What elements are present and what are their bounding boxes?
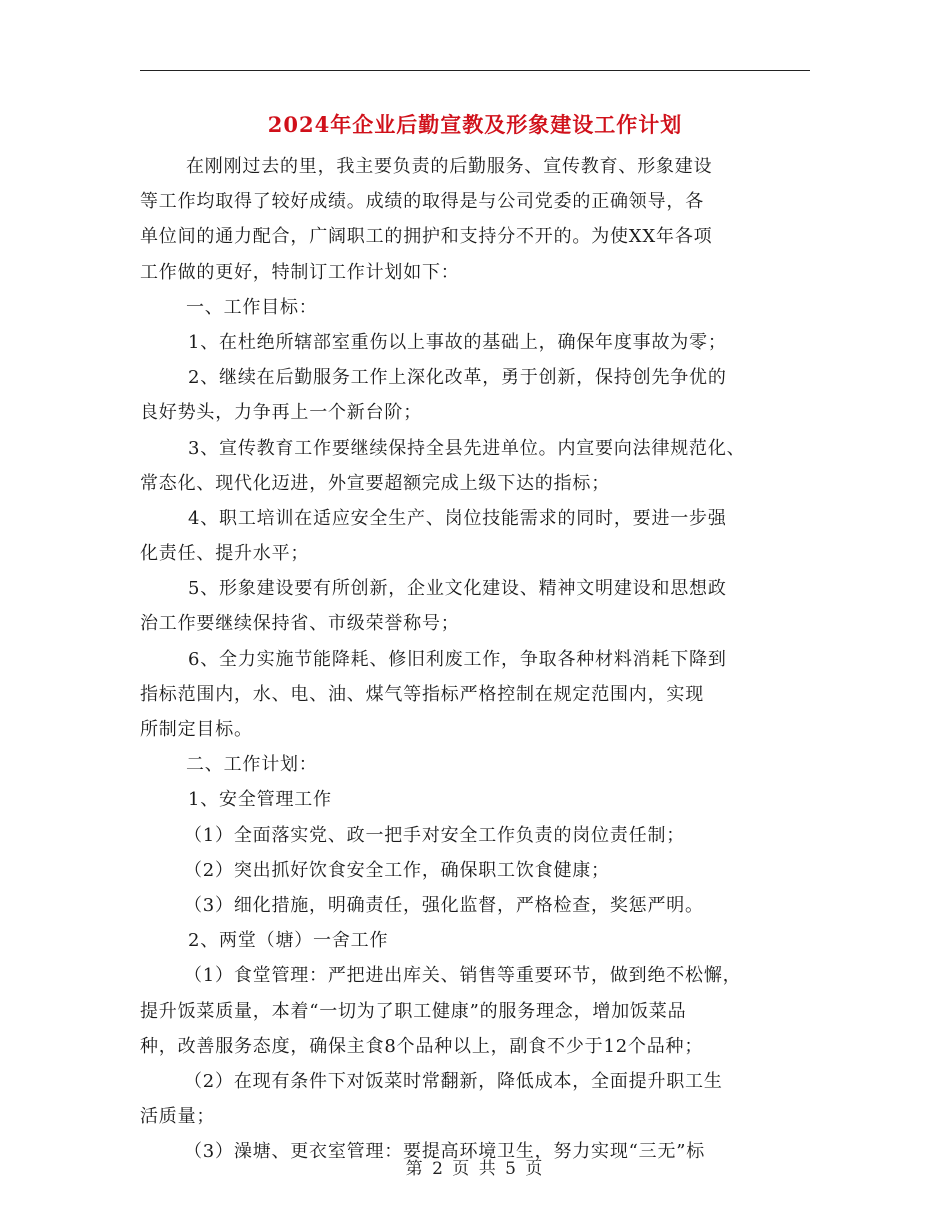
subsection-heading: 1、安全管理工作 <box>188 789 332 811</box>
document-title: 2024年企业后勤宣教及形象建设工作计划 <box>267 112 683 137</box>
list-item-line: 3、宣传教育工作要继续保持全县先进单位。内宣要向法律规范化、 <box>188 437 746 459</box>
list-item-line: 1、在杜绝所辖部室重伤以上事故的基础上，确保年度事故为零； <box>188 331 727 353</box>
list-item-line: 2、继续在后勤服务工作上深化改革，勇于创新，保持创先争优的 <box>188 367 727 389</box>
list-item-line: 4、职工培训在适应安全生产、岗位技能需求的同时，要进一步强 <box>188 507 727 529</box>
list-item-line: 良好势头，力争再上一个新台阶； <box>140 402 422 424</box>
list-item-line: （2）在现有条件下对饭菜时常翻新，降低成本，全面提升职工生 <box>184 1070 723 1092</box>
list-item-line: 常态化、现代化迈进，外宣要超额完成上级下达的指标； <box>140 472 610 494</box>
header-rule <box>140 70 810 71</box>
list-item-line: 5、形象建设要有所创新，企业文化建设、精神文明建设和思想政 <box>188 578 727 600</box>
subsection-heading: 2、两堂（塘）一舍工作 <box>188 930 389 952</box>
list-item-line: 指标范围内，水、电、油、煤气等指标严格控制在规定范围内，实现 <box>140 683 704 705</box>
list-item-line: （3）细化措施，明确责任，强化监督，严格检查，奖惩严明。 <box>184 894 704 916</box>
list-item-line: 所制定目标。 <box>140 719 253 740</box>
section-heading: 一、工作目标： <box>186 296 318 318</box>
page-number: 第 2 页 共 5 页 <box>405 1159 545 1179</box>
section-heading: 二、工作计划： <box>186 754 318 776</box>
list-item-line: （2）突出抓好饮食安全工作，确保职工饮食健康； <box>184 859 610 881</box>
list-item-line: 6、全力实施节能降耗、修旧利废工作，争取各种材料消耗下降到 <box>188 648 727 670</box>
paragraph-line: 在刚刚过去的里，我主要负责的后勤服务、宣传教育、形象建设 <box>186 156 713 177</box>
document-body <box>140 149 810 1169</box>
list-item-line: 活质量； <box>140 1106 216 1128</box>
paragraph-line: 工作做的更好，特制订工作计划如下： <box>140 261 460 283</box>
list-item-line: 治工作要继续保持省、市级荣誉称号； <box>140 613 460 635</box>
list-item-line: 提升饭菜质量，本着“一切为了职工健康”的服务理念，增加饭菜品 <box>140 1000 687 1022</box>
list-item-line: 种，改善服务态度，确保主食8个品种以上，副食不少于12个品种； <box>140 1035 704 1057</box>
list-item-line: 化责任、提升水平； <box>140 543 310 565</box>
list-item-line: （3）澡塘、更衣室管理：要提高环境卫生，努力实现“三无”标 <box>184 1141 706 1163</box>
paragraph-line: 等工作均取得了较好成绩。成绩的取得是与公司党委的正确领导，各 <box>140 191 704 213</box>
paragraph-line: 单位间的通力配合，广阔职工的拥护和支持分不开的。为使XX年各项 <box>140 226 713 248</box>
list-item-line: （1）全面落实党、政一把手对安全工作负责的岗位责任制； <box>184 824 686 846</box>
list-item-line: （1）食堂管理：严把进出库关、销售等重要环节，做到绝不松懈， <box>184 965 742 987</box>
